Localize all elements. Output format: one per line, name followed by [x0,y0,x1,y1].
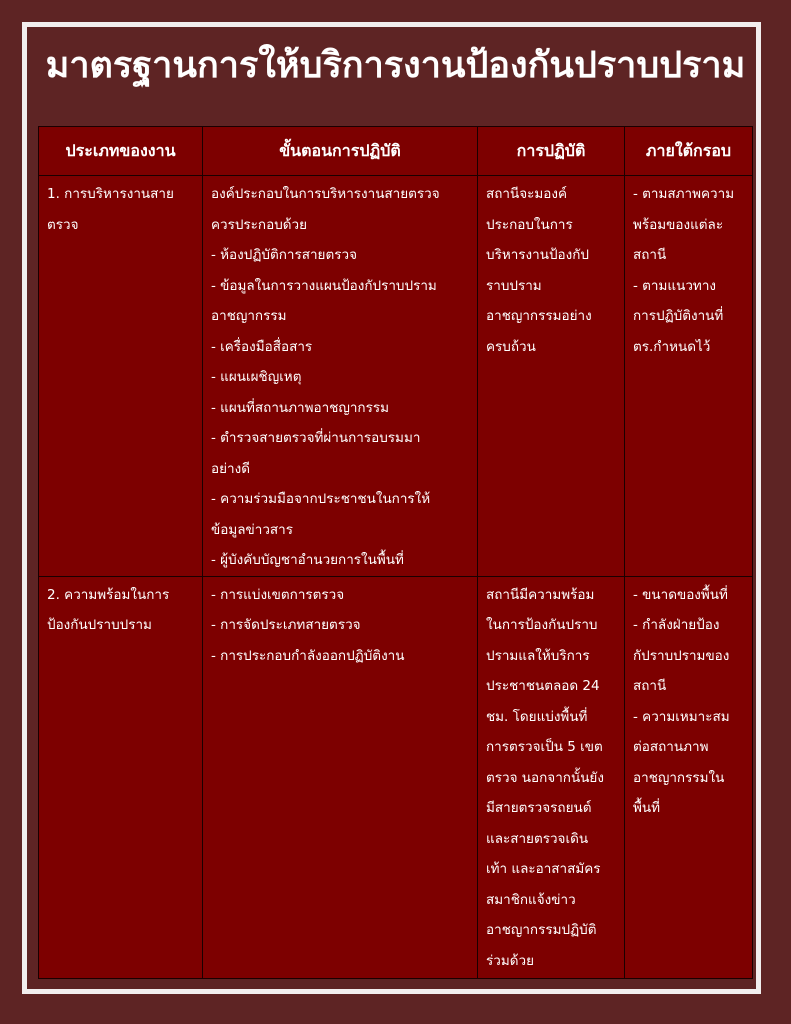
cell-practice [478,176,625,577]
table-row [39,576,753,978]
cell-framework [625,176,753,577]
cell-line: อาชญากรรมปฏิบัติ [486,922,597,938]
cell-line: การปฏิบัติงานที่ [633,308,724,324]
page-title: มาตรฐานการให้บริการงานป้องกันปราบปราม [45,45,746,86]
cell-line: เท้า และอาสาสมัคร [486,861,601,877]
cell-procedure [203,176,478,577]
cell-line: - ขนาดของพื้นที่ [633,586,728,603]
cell-line: ชม. โดยแบ่งพื้นที่ [486,708,588,725]
header-work-type: ประเภทของงาน [39,127,203,176]
cell-line: อาชญากรรม [211,308,287,324]
cell-line: ราบปราม [486,277,542,294]
cell-line: สถานี [633,678,667,694]
cell-line: สมาชิกแจ้งข่าว [486,891,576,908]
cell-line: ข้อมูลข่าวสาร [211,521,293,538]
service-standard-table [38,126,753,979]
table-row [39,176,753,577]
cell-line: ในการป้องกันปราบ [486,617,598,633]
cell-work-type [39,176,203,577]
cell-line: - การจัดประเภทสายตรวจ [211,617,361,633]
cell-line: อย่างดี [211,460,250,477]
cell-line: ตรวจ [47,216,79,233]
cell-line: ป้องกันปราบปราม [47,617,152,633]
table-header-row [39,127,753,176]
cell-line: การตรวจเป็น 5 เขต [486,739,603,755]
cell-line: - ห้องปฏิบัติการสายตรวจ [211,247,357,263]
cell-line: 1. การบริหารงานสาย [47,186,174,202]
cell-line: ต่อสถานภาพ [633,739,709,755]
header-procedure: ขั้นตอนการปฏิบัติ [203,127,478,176]
cell-line: มีสายตรวจรถยนต์ [486,800,592,816]
cell-line: - แผนที่สถานภาพอาชญากรรม [211,399,390,416]
cell-line: ประกอบในการ [486,216,573,233]
cell-line: - การแบ่งเขตการตรวจ [211,586,345,603]
cell-line: พร้อมของแต่ละ [633,216,724,233]
cell-line: องค์ประกอบในการบริหารงานสายตรวจ [211,186,440,202]
cell-line: ตร.กำหนดไว้ [633,338,711,355]
cell-line: - ความร่วมมือจากประชาชนในการให้ [211,491,431,507]
cell-line: ปรามแลให้บริการ [486,647,590,664]
cell-line: อาชญากรรมใน [633,769,725,786]
cell-line: ประชาชนตลอด 24 [486,678,600,694]
cell-line: พื้นที่ [633,800,661,816]
cell-framework [625,576,753,978]
cell-line: - ตามสภาพความ [633,186,735,202]
cell-line: สถานี [633,247,667,263]
cell-work-type [39,576,203,978]
cell-line: บริหารงานป้องกัป [486,247,589,263]
cell-line: ครบถ้วน [486,338,536,355]
cell-line: อาชญากรรมอย่าง [486,308,592,324]
cell-procedure [203,576,478,978]
cell-line: - ตามแนวทาง [633,277,716,294]
cell-line: และสายตรวจเดิน [486,830,589,847]
cell-line: ร่วมด้วย [486,952,534,969]
cell-line: 2. ความพร้อมในการ [47,586,170,603]
cell-line: ตรวจ นอกจากนั้นยัง [486,769,604,786]
cell-line: - เครื่องมือสื่อสาร [211,338,313,355]
cell-line: - ตำรวจสายตรวจที่ผ่านการอบรมมา [211,430,421,446]
cell-line: สถานีจะมองค์ [486,186,568,202]
cell-line: - แผนเผชิญเหตุ [211,369,302,385]
cell-line: - การประกอบกำลังออกปฏิบัติงาน [211,647,405,664]
header-practice: การปฏิบัติ [478,127,625,176]
cell-line: - ความเหมาะสม [633,708,730,725]
cell-line: สถานีมีความพร้อม [486,586,595,603]
cell-practice [478,576,625,978]
cell-line: กัปราบปรามของ [633,647,730,664]
cell-line: - ผู้บังคับบัญชาอำนวยการในพื้นที่ [211,552,404,568]
cell-line: ควรประกอบด้วย [211,216,308,233]
header-framework: ภายใต้กรอบ [625,127,753,176]
cell-line: - ข้อมูลในการวางแผนป้องกัปราบปราม [211,277,437,294]
cell-line: - กำลังฝ่ายป้อง [633,617,720,633]
